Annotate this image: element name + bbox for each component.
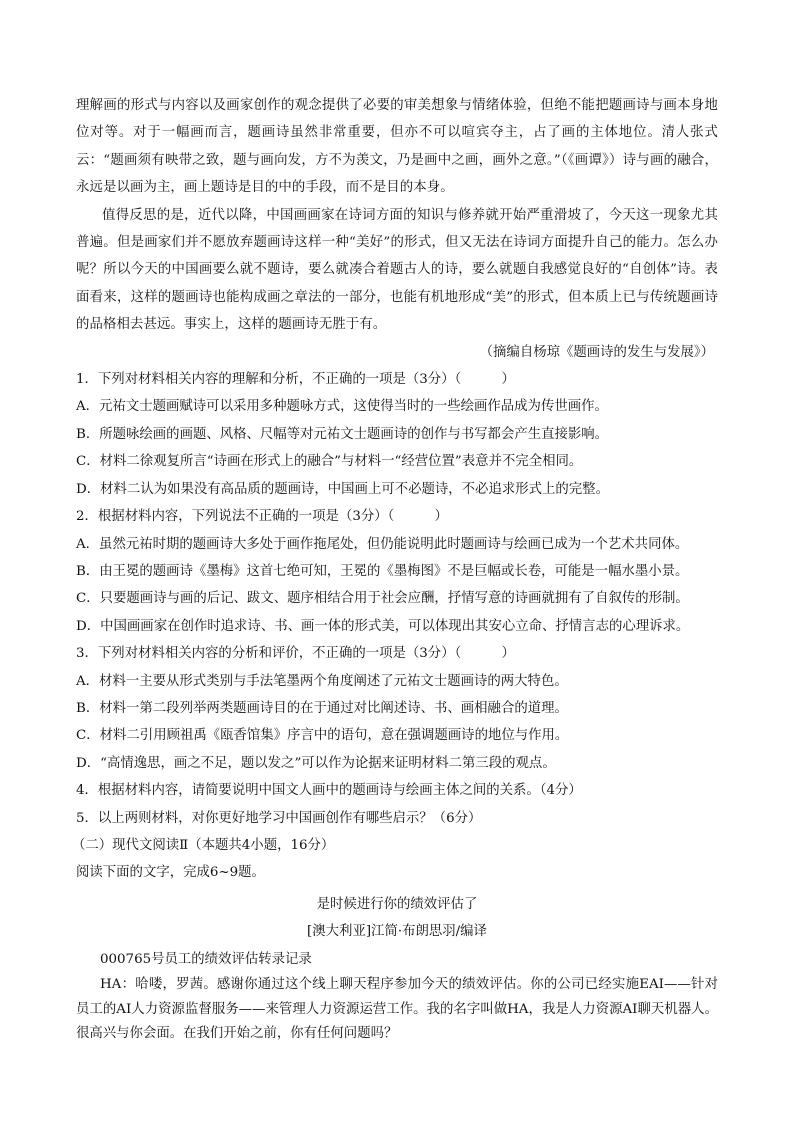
passage-source: （摘编自杨琼《题画诗的发生与发展》） — [479, 344, 714, 360]
option-d: D．材料二认为如果没有高品质的题画诗，中国画上可不必题诗，不必追求形式上的完整。 — [76, 481, 609, 497]
option-b: B．由王冕的题画诗《墨梅》这首七绝可知，王冕的《墨梅图》不是巨幅或长卷，可能是一幅水墨小景。 — [76, 563, 689, 579]
option-d: D．中国画画家在创作时追求诗、书、画一体的形式美，可以体现出其安心立命、抒情言志的心理诉求。 — [76, 618, 690, 634]
question-3 — [76, 640, 718, 777]
section-instruction: 阅读下面的文字，完成6~9题。 — [76, 865, 265, 881]
option-c: C．只要题画诗与画的后记、跋文、题序相结合用于社会应酬，抒情写意的诗画就拥有了自叙传的形制。 — [76, 591, 689, 607]
dialogue-paragraph: HA：哈喽，罗茜。感谢你通过这个线上聊天程序参加今天的绩效评估。你的公司已经实施EAI——针对员工的AI人力资源监督服务——来管理人力资源运营工作。我的名字叫做HA，我是人力资源AI聊天机器人。很高兴与你会面。在我们开始之前，你有任何问题吗？ — [76, 977, 718, 1042]
option-b: B．材料一第二段列举两类题画诗目的在于通过对比阐述诗、书、画相融合的道理。 — [76, 700, 568, 716]
question-stem: 2．根据材料内容，下列说法不正确的一项是（3分）（ ） — [76, 509, 448, 525]
passage-paragraph-1: 理解画的形式与内容以及画家创作的观念提供了必要的审美想象与情绪体验，但绝不能把题画诗与画本身地位对等。对于一幅画而言，题画诗虽然非常重要，但亦不可以喧宾夺主，占了画的主体地位。清人张式云：“题画须有映带之致，题与画向发，方不为羡文，乃是画中之画，画外之意。”（《画谭》）诗与画的融合，永远是以画为主，画上题诗是目的中的手段，而不是目的本身。 — [76, 98, 718, 196]
question-2 — [76, 503, 718, 640]
question-1 — [76, 366, 718, 503]
article-title: 是时候进行你的绩效评估了 — [316, 896, 478, 912]
option-c: C．材料二引用顾祖禹《瓯香馆集》序言中的语句，意在强调题画诗的地位与作用。 — [76, 728, 569, 744]
option-a: A．材料一主要从形式类别与手法笔墨两个角度阐述了元祐文士题画诗的两大特色。 — [76, 673, 568, 689]
question-stem: 1．下列对材料相关内容的理解和分析，不正确的一项是（3分）（ ） — [76, 372, 515, 388]
option-a: A．元祐文士题画赋诗可以采用多种题咏方式，这使得当时的一些绘画作品成为传世画作。 — [76, 399, 608, 415]
section-heading: （二）现代文阅读Ⅱ（本题共4小题，16分） — [72, 837, 335, 853]
passage-paragraph-2: 值得反思的是，近代以降，中国画画家在诗词方面的知识与修养就开始严重滑坡了，今天这一现象尤其普遍。但是画家们并不愿放弃题画诗这样一种“美好”的形式，但又无法在诗词方面提升自己的能力。怎么办呢？所以今天的中国画要么就不题诗，要么就凑合着题古人的诗，要么就题自我感觉良好的“自创体”诗。表面看来，这样的题画诗也能构成画之章法的一部分，也能有机地形成“美”的形式，但本质上已与传统题画诗的品格相去甚远。事实上，这样的题画诗无胜于有。 — [76, 207, 718, 333]
option-c: C．材料二徐观复所言“诗画在形式上的融合”与材料一“经营位置”表意并不完全相同。 — [76, 454, 583, 470]
document-page — [72, 92, 718, 1047]
option-a: A．虽然元祐时期的题画诗大多处于画作拖尾处，但仍能说明此时题画诗与绘画已成为一个艺术共同体。 — [76, 536, 689, 552]
option-d: D．“高情逸思，画之不足，题以发之”可以作为论据来证明材料二第三段的观点。 — [76, 755, 556, 771]
option-b: B．所题咏绘画的画题、风格、尺幅等对元祐文士题画诗的创作与书写都会产生直接影响。 — [76, 426, 609, 442]
article-author: [澳大利亚]江简·布朗思羽/编译 — [307, 924, 487, 940]
record-title: 000765号员工的绩效评估转录记录 — [100, 951, 312, 967]
question-stem: 3．下列对材料相关内容的分析和评价，不正确的一项是（3分）（ ） — [76, 646, 515, 662]
question-4: 4．根据材料内容，请简要说明中国文人画中的题画诗与绘画主体之间的关系。（4分） — [76, 783, 582, 799]
question-5: 5．以上两则材料，对你更好地学习中国画创作有哪些启示？（6分） — [76, 810, 482, 826]
